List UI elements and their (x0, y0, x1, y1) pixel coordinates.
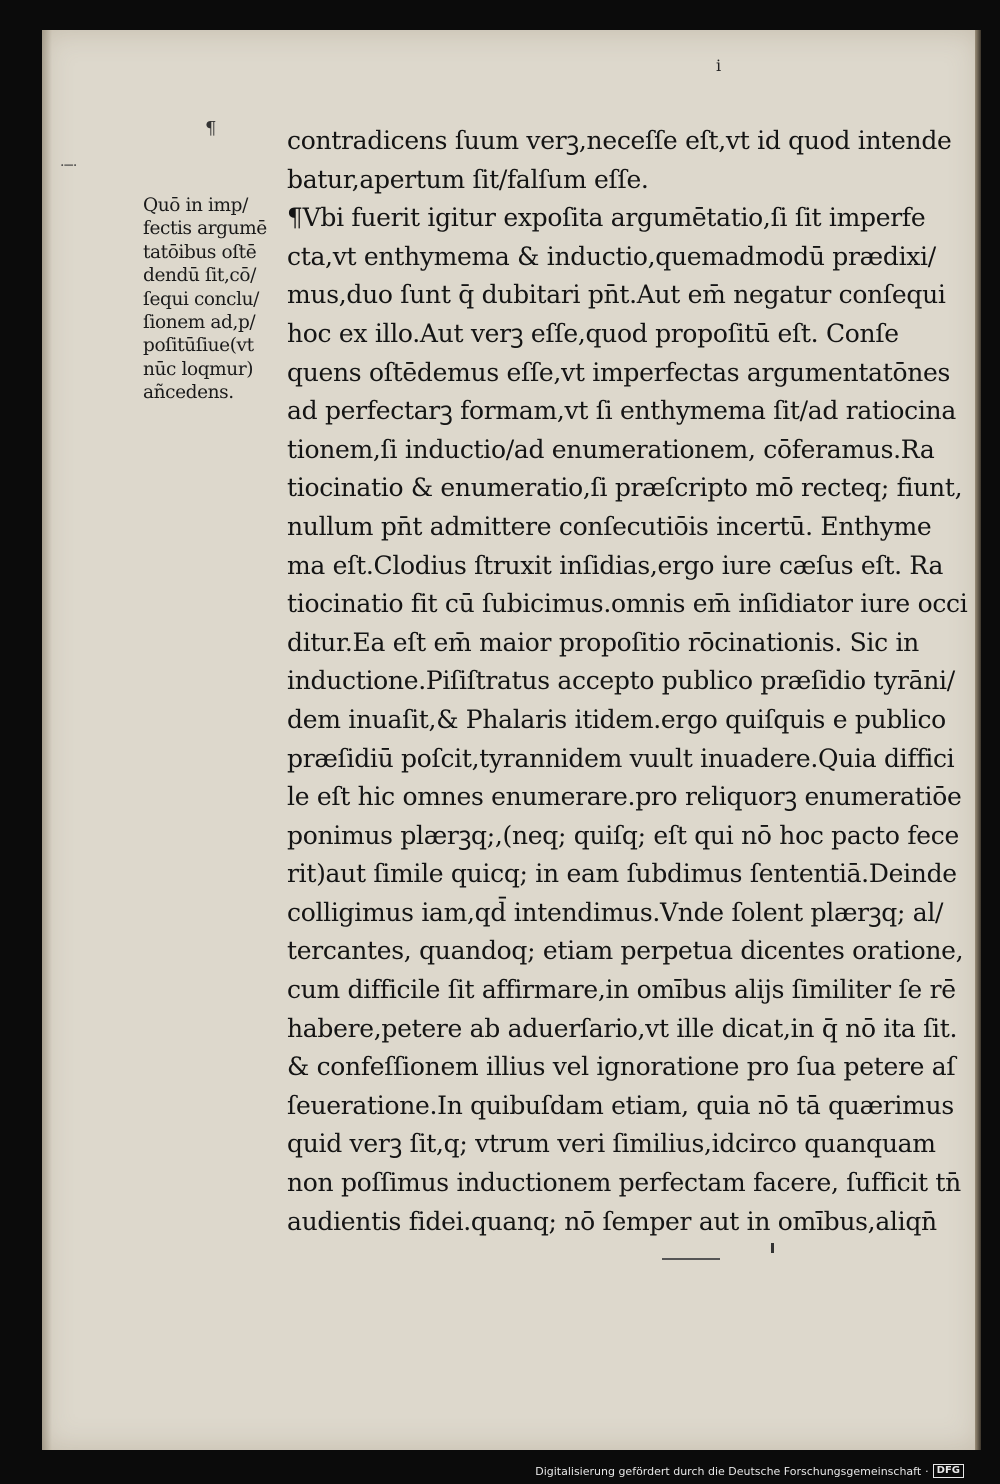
folio-mark: i (716, 56, 722, 75)
margin-note-line: tatōibus oſtē (143, 241, 257, 263)
text-line: non poſſimus inductionem perfectam facere, ſufficit tn̄ (287, 1168, 961, 1198)
text-line: ad perfectarꝫ formam,vt ſi enthymema ſit/ad ratiocina (287, 396, 956, 426)
text-line: præſidiū poſcit,tyrannidem vuult inuadere.Quia diffici (287, 743, 955, 773)
text-line: tercantes, quandoq; etiam perpetua dicentes oratione, (287, 936, 964, 966)
text-line: mus,duo ſunt q̄ dubitari pn̄t.Aut em̄ negatur conſequi (287, 280, 946, 310)
text-line: colligimus iam,qd̄ intendimus.Vnde ſolent plærꝫq; al/ (287, 897, 944, 927)
text-line: & confeſſionem illius vel ignoratione pro ſua petere aſ (287, 1052, 956, 1082)
margin-note-line: Quō in imp/ (143, 195, 248, 216)
text-line: habere,petere ab aduerſario,vt ille dicat,in q̄ nō ita ſit. (287, 1013, 958, 1043)
text-line: dem inuaſit,& Phalaris itidem.ergo quiſquis e publico (287, 704, 946, 734)
bottom-dot (771, 1243, 774, 1253)
text-line: hoc ex illo.Aut verꝫ eſſe,quod propoſitū eſt. Conſe (287, 318, 899, 348)
text-line: rit)aut ſimile quicq; in eam ſubdimus ſententiā.Deinde (287, 859, 957, 889)
margin-note-line: ſequi conclu/ (143, 288, 259, 310)
footer (535, 1464, 964, 1478)
text-line: ma eſt.Clodius ſtruxit inſidias,ergo iure cæſus eſt. Ra (287, 550, 944, 580)
text-line: quens oſtēdemus eſſe,vt imperfectas argumentatōnes (287, 357, 951, 387)
margin-note-line: añcedens. (143, 382, 234, 404)
text-line: nullum pn̄t admittere conſecutiōis incertū. Enthyme (287, 511, 932, 541)
margin-note-line: poſitūſiue(vt (143, 335, 254, 357)
text-line: tiocinatio & enumeratio,ſi præſcripto mō recteq; fiunt, (287, 473, 963, 503)
text-line: ¶Vbi fuerit igitur expoſita argumētatio,ſi ſit imperfe (287, 203, 926, 233)
margin-note-line: dendū ſit,cō/ (143, 265, 256, 287)
corner-mark: ¶ (205, 118, 217, 139)
dfg-logo[interactable]: DFG (933, 1464, 964, 1478)
margin-note-line: ſionem ad,p/ (143, 311, 256, 333)
footer-separator: · (925, 1464, 929, 1478)
text-line: ditur.Ea eſt em̄ maior propoſitio rōcinationis. Sic in (287, 627, 919, 657)
footer-text: Digitalisierung gefördert durch die Deutsche Forschungsgemeinschaft (535, 1464, 922, 1478)
text-line: batur,apertum ſit/falſum eſſe. (287, 164, 649, 194)
text-line: ſeueratione.In quibuſdam etiam, quia nō tā quærimus (287, 1090, 954, 1120)
text-line: quid verꝫ ſit,q; vtrum veri ſimilius,idcirco quanquam (287, 1129, 936, 1159)
margin-note (143, 194, 293, 405)
body-text (287, 122, 977, 1241)
text-line: tionem,ſi inductio/ad enumerationem, cōferamus.Ra (287, 434, 935, 464)
text-line: contradicens ſuum verꝫ,neceſſe eſt,vt id quod intende (287, 126, 952, 155)
bottom-rule (662, 1258, 720, 1260)
text-line: tiocinatio fit cū ſubicimus.omnis em̄ inſidiator iure occi (287, 589, 968, 619)
text-line: cta,vt enthymema & inductio,quemadmodū prædixi/ (287, 241, 936, 271)
text-line: ponimus plærꝫq;,(neq; quiſq; eſt qui nō hoc pacto fece (287, 820, 959, 850)
side-mark: ·─· (60, 158, 78, 174)
text-line: cum difficile ſit affirmare,in omībus alijs ſimiliter ſe rē (287, 975, 956, 1005)
gutter-shadow (42, 30, 52, 1450)
margin-note-line: nūc loqmur) (143, 358, 254, 380)
margin-note-line: fectis argumē (143, 218, 267, 240)
text-line: audientis fidei.quanq; nō ſemper aut in omībus,aliqn̄ (287, 1206, 937, 1236)
text-line: le eſt hic omnes enumerare.pro reliquorꝫ enumeratiōe (287, 782, 962, 812)
text-line: inductione.Piſiſtratus accepto publico præſidio tyrāni/ (287, 666, 955, 696)
